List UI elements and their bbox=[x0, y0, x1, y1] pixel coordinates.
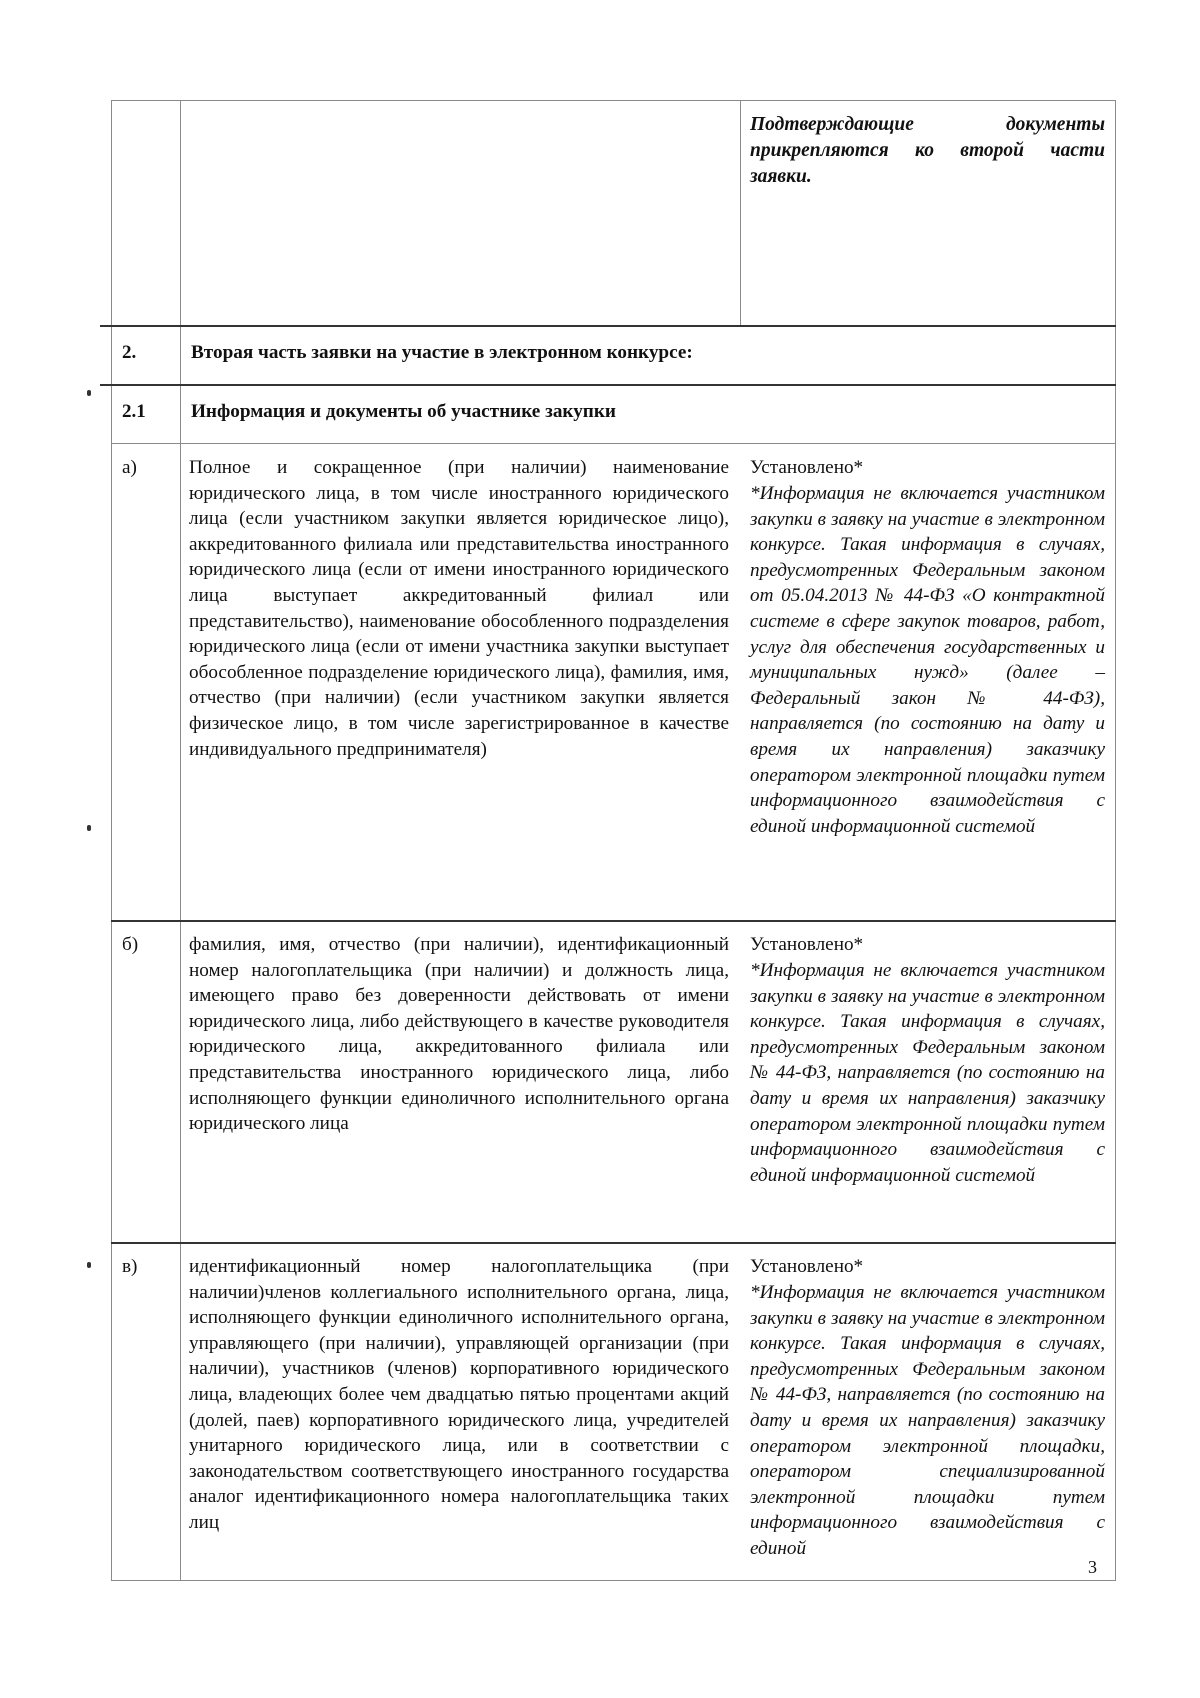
table-right-border bbox=[1115, 100, 1116, 1580]
row-c-number: в) bbox=[122, 1256, 138, 1277]
page-number: 3 bbox=[1088, 1557, 1097, 1577]
row-c-note: *Информация не включается участником закупки в заявку на участие в электронном конкурсе. Такая информация в случаях, предусмотренных Федеральным законом № 44-ФЗ, направляется (по состоянию на дату и время их направления) заказчику оператором электронной площадки, оператором специализированной электронной площадки путем информационного взаимодействия с единой bbox=[750, 1282, 1105, 1559]
row-c-status: Установлено* bbox=[750, 1256, 864, 1277]
confirming-documents-note: Подтверждающие документы прикрепляются ко второй части заявки. bbox=[750, 114, 1105, 187]
table-left-border bbox=[111, 100, 112, 1580]
row-divider-a-top bbox=[111, 443, 1116, 444]
row-c-description: идентификационный номер налогоплательщика (при наличии)членов коллегиального исполнительного органа, лица, исполняющего функции единоличного исполнительного органа, управляющего (при наличии), управляющей организации (при наличии), участников (членов) корпоративного юридического лица, владеющих более чем двадцатью пятью процентами акций (долей, паев) корпоративного юридического лица, учредителей унитарного юридического лица, или в соответствии с законодательством соответствующего иностранного государства аналог идентификационного номера налогоплательщика таких лиц bbox=[189, 1256, 729, 1533]
section-2-number: 2. bbox=[122, 342, 137, 363]
table-top-border bbox=[111, 100, 1116, 101]
table-bottom-border bbox=[111, 1580, 1116, 1581]
row-b-note: *Информация не включается участником закупки в заявку на участие в электронном конкурсе. Такая информация в случаях, предусмотренных Федеральным законом № 44-ФЗ, направляется (по состоянию на дату и время их направления) заказчику оператором электронной площадки путем информационного взаимодействия с единой информационной системой bbox=[750, 960, 1105, 1186]
row-a-description: Полное и сокращенное (при наличии) наименование юридического лица, в том числе иностранного юридического лица (если участником закупки является юридическое лицо), аккредитованного филиала или представительства иностранного юридического лица (если от имени иностранного юридического лица выступает аккредитованный филиал или представительство), наименование обособленного подразделения юридического лица (если от имени участника закупки выступает обособленное подразделение юридического лица), фамилия, имя, отчество (при наличии) (если участником закупки является физическое лицо, в том числе зарегистрированное в качестве индивидуального предпринимателя) bbox=[189, 457, 729, 760]
row-divider-c-top bbox=[111, 1242, 1116, 1244]
table-num-divider bbox=[180, 100, 181, 1580]
row-divider-b-top bbox=[111, 920, 1116, 922]
scan-mark bbox=[87, 1262, 91, 1268]
row-a-number: а) bbox=[122, 457, 137, 478]
scan-mark bbox=[87, 390, 91, 396]
row-b-status: Установлено* bbox=[750, 934, 864, 955]
row-divider-section21 bbox=[100, 384, 1116, 386]
row-a-status: Установлено* bbox=[750, 457, 864, 478]
row-b-number: б) bbox=[122, 934, 139, 955]
row-a-note: *Информация не включается участником закупки в заявку на участие в электронном конкурсе. Такая информация в случаях, предусмотренных Федеральным законом от 05.04.2013 № 44-ФЗ «О контрактной системе в сфере закупок товаров, работ, услуг для обеспечения государственных и муниципальных нужд» (далее – Федеральный закон № 44-ФЗ), направляется (по состоянию на дату и время их направления) заказчику оператором электронной площадки путем информационного взаимодействия с единой информационной системой bbox=[750, 483, 1105, 837]
row-b-description: фамилия, имя, отчество (при наличии), идентификационный номер налогоплательщика (при наличии) и должность лица, имеющего право без доверенности действовать от имени юридического лица, либо действующего в качестве руководителя юридического лица, аккредитованного филиала или представительства иностранного юридического лица, либо исполняющего функции единоличного исполнительного органа юридического лица bbox=[189, 934, 729, 1135]
section-2-title: Вторая часть заявки на участие в электронном конкурсе: bbox=[191, 342, 693, 363]
table-col-divider bbox=[740, 100, 741, 325]
section-21-title: Информация и документы об участнике закупки bbox=[191, 401, 616, 422]
section-21-number: 2.1 bbox=[122, 401, 146, 422]
scan-mark bbox=[87, 825, 91, 831]
row-divider-section2 bbox=[100, 325, 1116, 327]
